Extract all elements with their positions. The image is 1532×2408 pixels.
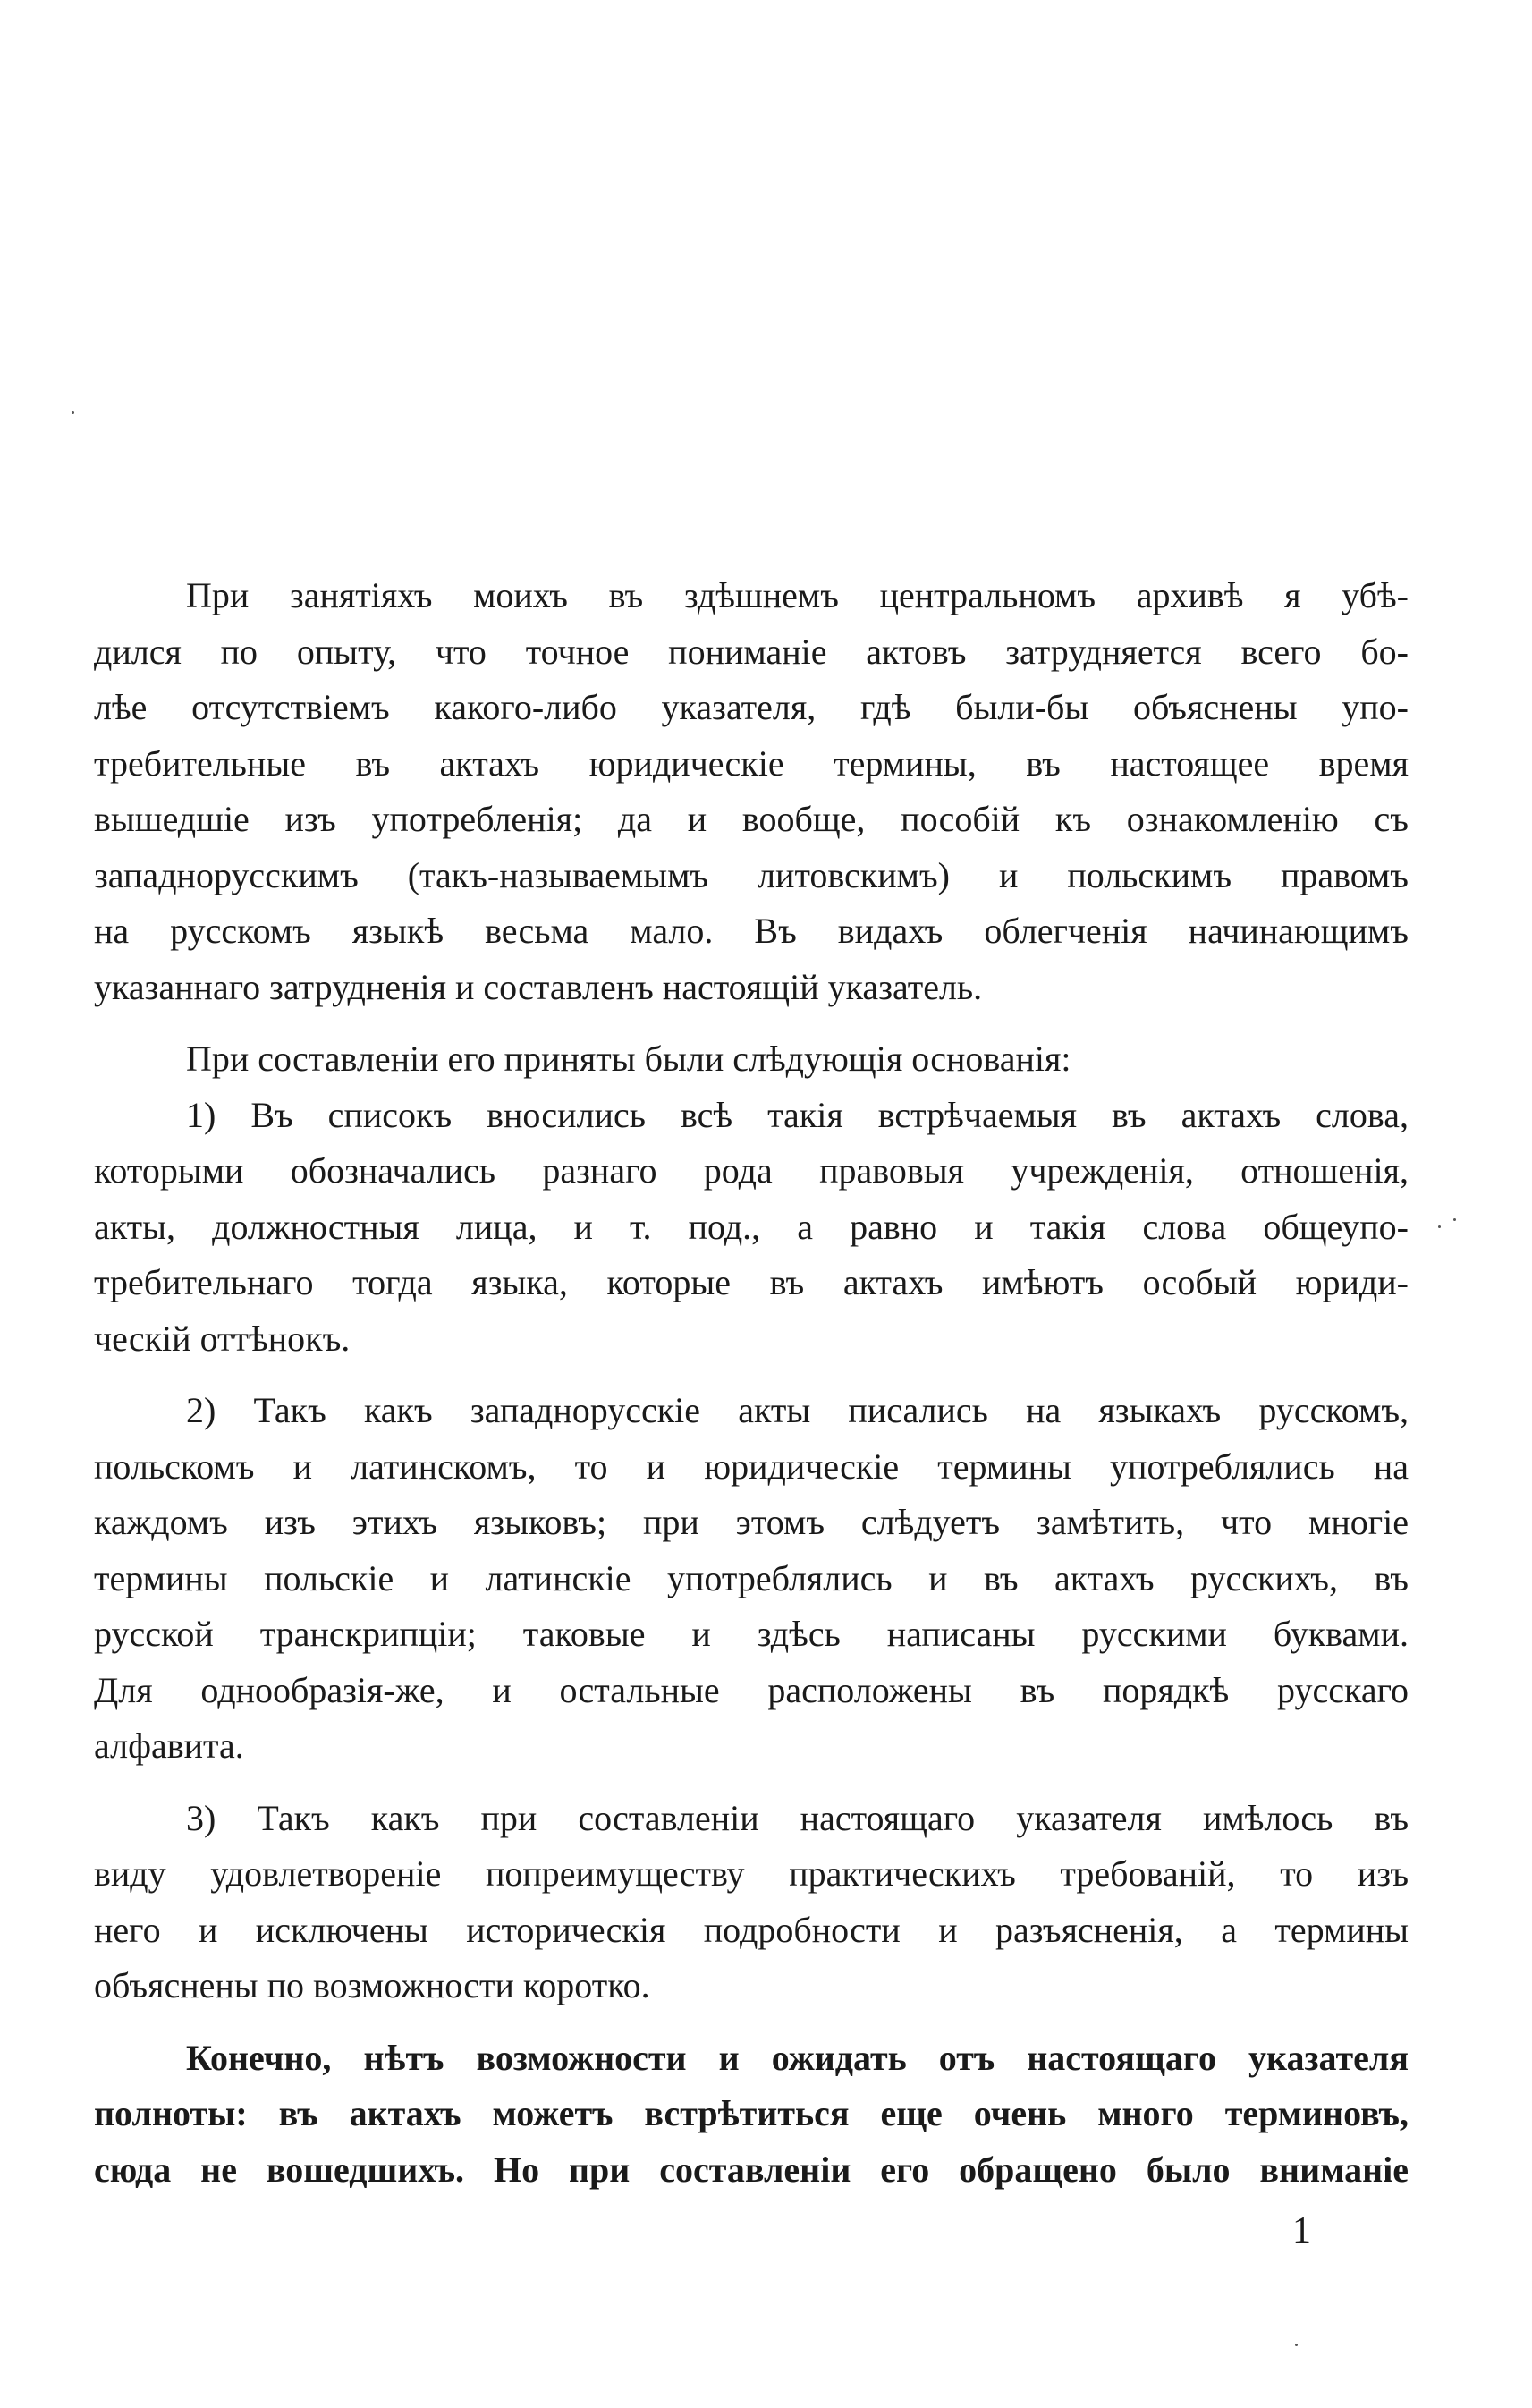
text-line: русской транскрипціи; таковые и здѣсь написаны русскими буквами. — [94, 1614, 1409, 1654]
paragraph-point-3 — [94, 1791, 1409, 2014]
body-text — [94, 568, 1409, 2214]
text-line: требительнаго тогда языка, которые въ актахъ имѣютъ особый юриди- — [94, 1262, 1409, 1302]
text-line: указаннаго затрудненія и составленъ настоящій указатель. — [94, 966, 983, 1007]
text-line: При составленіи его приняты были слѣдующія основанія: — [186, 1039, 1071, 1079]
page-number: 1 — [1292, 2210, 1311, 2251]
paragraph-intro — [94, 568, 1409, 1015]
text-line: ческій оттѣнокъ. — [94, 1318, 351, 1359]
text-line: требительные въ актахъ юридическіе термины, въ настоящее время — [94, 742, 1409, 784]
text-line: 3) Такъ какъ при составленіи настоящаго указателя имѣлось въ — [186, 1797, 1409, 1838]
text-line: вышедшіе изъ употребленія; да и вообще, пособій къ ознакомленію съ — [94, 799, 1409, 839]
print-speck — [1453, 1218, 1456, 1221]
text-line: алфавита. — [94, 1725, 244, 1766]
text-line: Конечно, нѣтъ возможности и ожидать отъ настоящаго указателя — [186, 2037, 1409, 2078]
text-line: акты, должностныя лица, и т. под., а равно и такія слова общеупо- — [94, 1206, 1409, 1247]
text-line: дился по опыту, что точное пониманіе актовъ затрудняется всего бо- — [94, 631, 1409, 672]
text-line: лѣе отсутствіемъ какого-либо указателя, гдѣ были-бы объяснены упо- — [94, 687, 1409, 727]
text-line: него и исключены историческія подробности и разъясненія, а термины — [94, 1909, 1409, 1950]
print-speck — [72, 411, 74, 414]
text-line: 1) Въ списокъ вносились всѣ такія встрѣчаемыя въ актахъ слова, — [186, 1094, 1409, 1135]
text-line: полноты: въ актахъ можетъ встрѣтиться еще очень много терминовъ, — [94, 2093, 1409, 2133]
print-speck — [1438, 1225, 1441, 1228]
paragraph-point-2 — [94, 1383, 1409, 1775]
paragraph-conclusion — [94, 2031, 1409, 2199]
text-line: на русскомъ языкѣ весьма мало. Въ видахъ облегченія начинающимъ — [94, 911, 1409, 951]
text-line: При занятіяхъ моихъ въ здѣшнемъ центральномъ архивѣ я убѣ- — [186, 575, 1409, 615]
text-line: виду удовлетвореніе попреимуществу практическихъ требованій, то изъ — [94, 1853, 1409, 1894]
paragraph-principles — [94, 1031, 1409, 1088]
text-line: Для однообразія-же, и остальные расположены въ порядкѣ русскаго — [94, 1669, 1409, 1710]
print-speck — [1295, 2344, 1298, 2346]
text-line: которыми обозначались разнаго рода правовыя учрежденія, отношенія, — [94, 1150, 1409, 1191]
text-line: объяснены по возможности коротко. — [94, 1965, 650, 2005]
text-line: сюда не вошедшихъ. Но при составленіи его обращено было вниманіе — [94, 2149, 1409, 2190]
text-line: термины польскіе и латинскіе употреблялись и въ актахъ русскихъ, въ — [94, 1557, 1409, 1598]
text-line: западнорусскимъ (такъ-называемымъ литовскимъ) и польскимъ правомъ — [94, 854, 1409, 895]
text-line: польскомъ и латинскомъ, то и юридическіе термины употреблялись на — [94, 1446, 1409, 1487]
paragraph-point-1 — [94, 1088, 1409, 1368]
text-line: 2) Такъ какъ западнорусскіе акты писались на языкахъ русскомъ, — [186, 1390, 1409, 1430]
text-line: каждомъ изъ этихъ языковъ; при этомъ слѣдуетъ замѣтить, что многіе — [94, 1502, 1409, 1542]
